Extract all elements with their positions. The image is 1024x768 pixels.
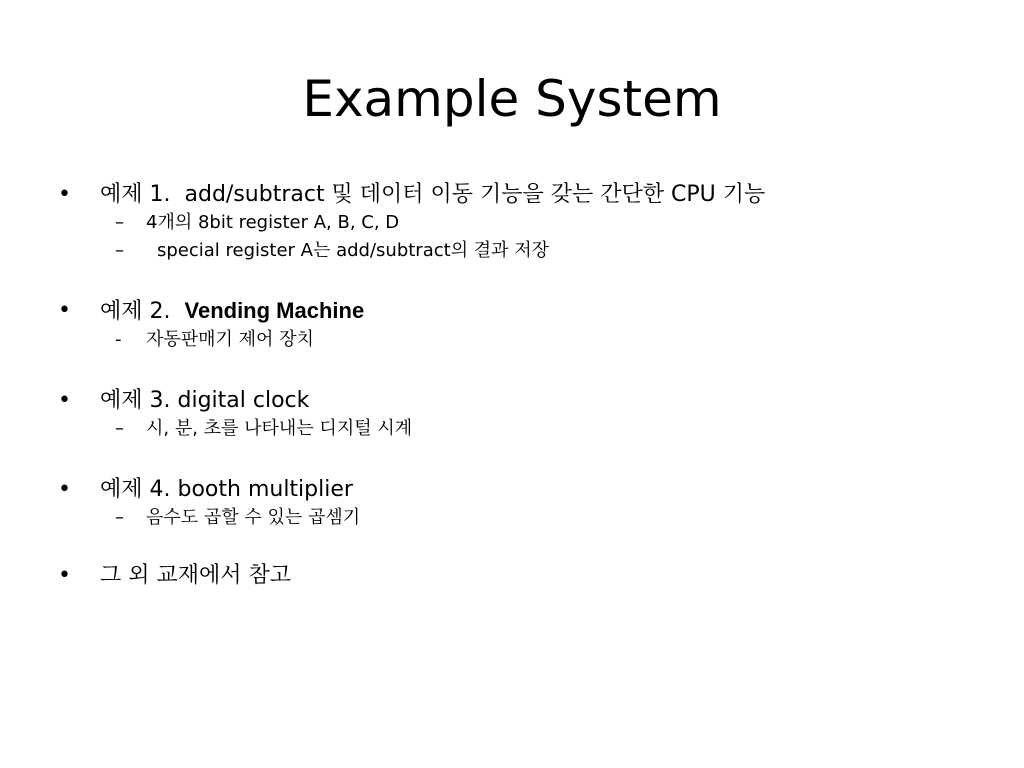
sub-item-4-1: 음수도 곱할 수 있는 곱셈기 (146, 507, 361, 528)
sub-bullet-marker: – (115, 418, 124, 439)
sub-item-1-1: 4개의 8bit register A, B, C, D (146, 212, 400, 233)
bullet-item-2-text: Vending Machine (184, 298, 365, 323)
sub-item-2-1: 자동판매기 제어 장치 (146, 329, 314, 350)
bullet-item-1-text: add/subtract 및 데이터 이동 기능을 갖는 간단한 CPU 기능 (184, 182, 766, 207)
bullet-item-4 (100, 476, 353, 504)
bullet-item-2-prefix: 예제 2. (100, 299, 171, 324)
bullet-marker: • (58, 563, 71, 588)
slide-title: Example System (302, 70, 722, 128)
sub-bullet-marker: – (115, 212, 124, 233)
sub-bullet-marker: – (115, 240, 124, 261)
bullet-item-3 (100, 387, 309, 415)
sub-item-1-2: special register A는 add/subtract의 결과 저장 (157, 240, 550, 261)
bullet-item-4-prefix: 예제 4. (100, 477, 171, 502)
bullet-item-1 (100, 181, 765, 209)
bullet-item-3-text: digital clock (177, 388, 310, 413)
bullet-item-5: 그 외 교재에서 참고 (100, 563, 291, 588)
bullet-item-2 (100, 297, 364, 326)
bullet-marker: • (58, 477, 71, 502)
bullet-marker: • (58, 388, 71, 413)
sub-item-3-1: 시, 분, 초를 나타내는 디지털 시계 (146, 418, 413, 439)
bullet-item-3-prefix: 예제 3. (100, 388, 171, 413)
sub-bullet-marker: - (115, 329, 122, 350)
bullet-marker: • (58, 298, 71, 323)
bullet-marker: • (58, 182, 71, 207)
bullet-item-4-text: booth multiplier (177, 477, 353, 502)
bullet-item-1-prefix: 예제 1. (100, 182, 171, 207)
sub-bullet-marker: – (115, 507, 124, 528)
